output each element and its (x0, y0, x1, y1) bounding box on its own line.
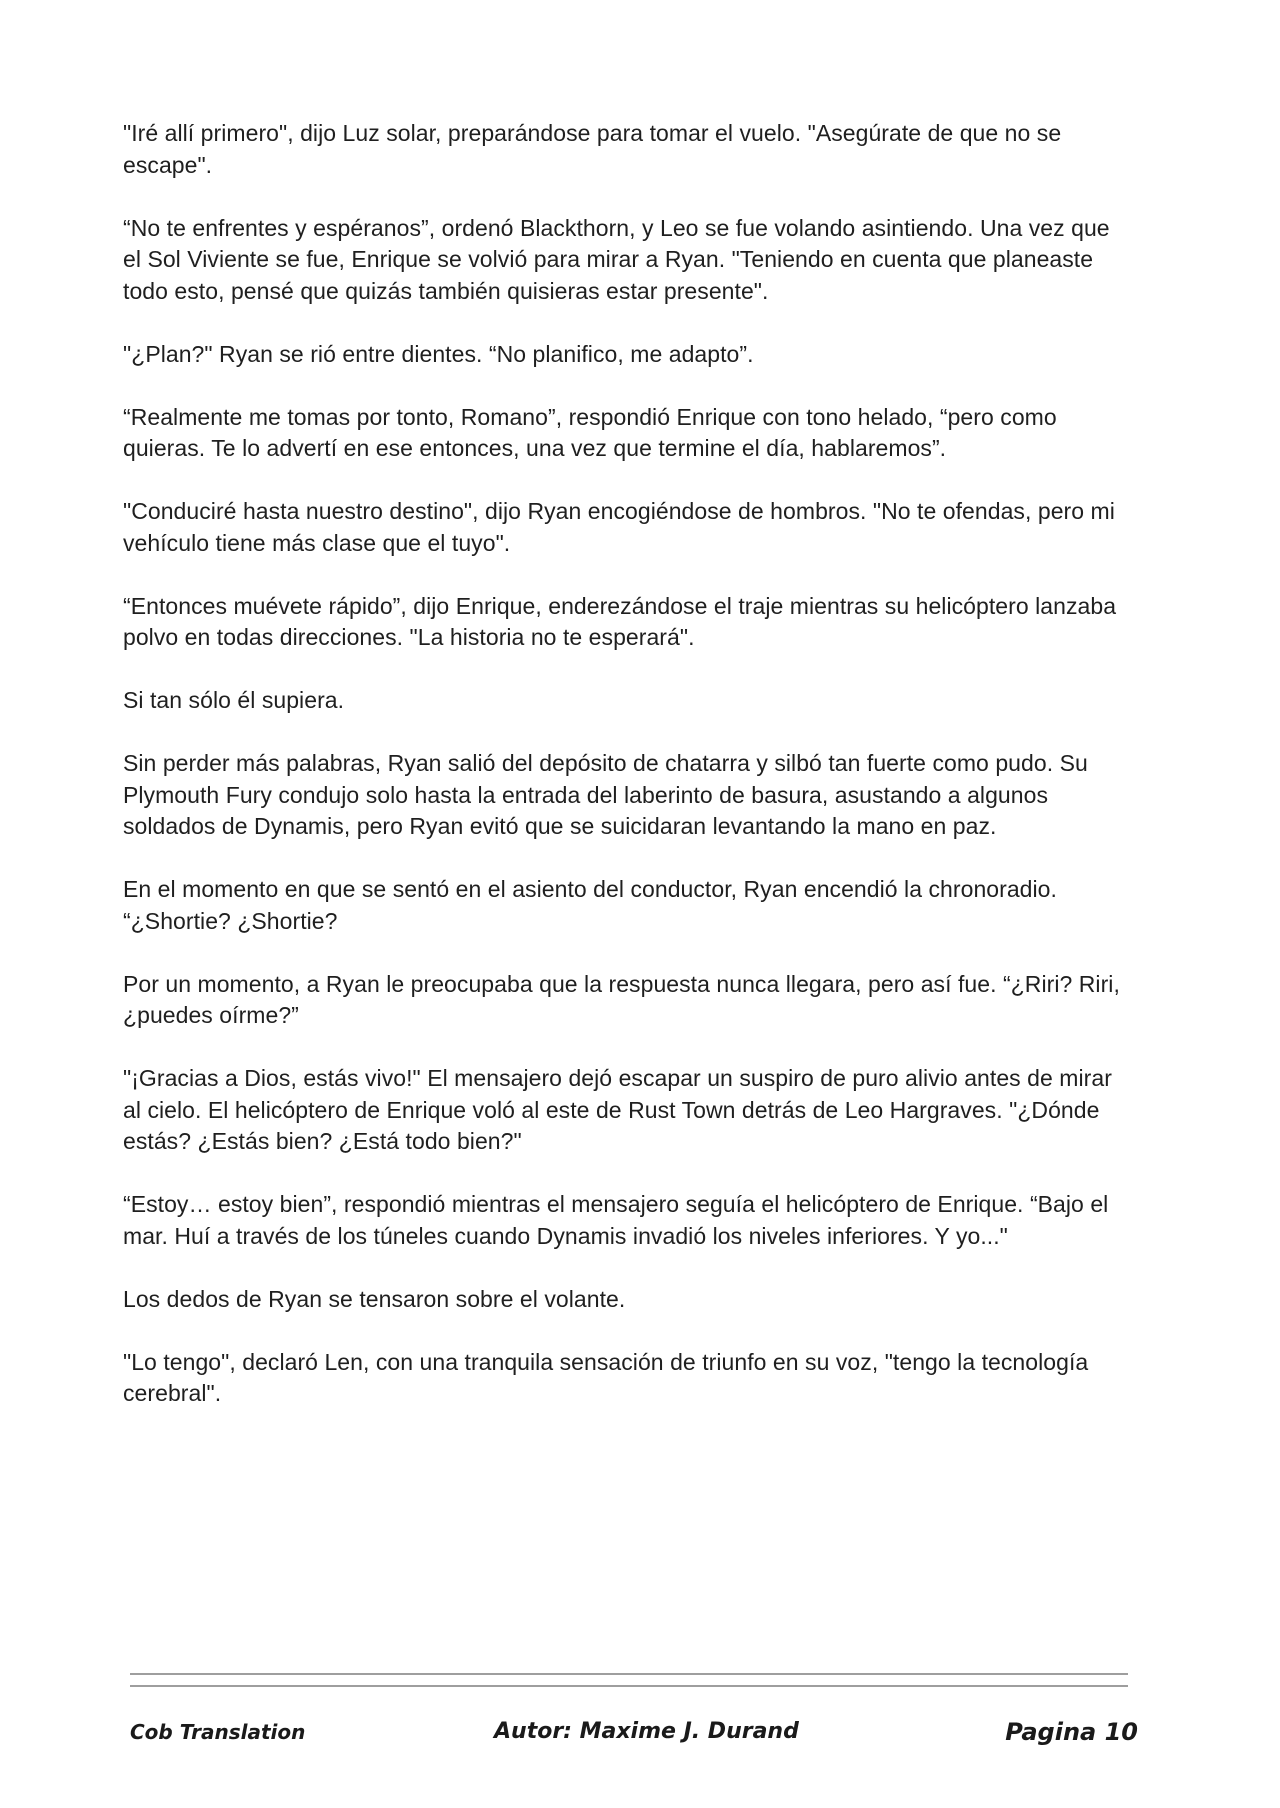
paragraph: Por un momento, a Ryan le preocupaba que la respuesta nunca llegara, pero así fue. “¿Riri? Riri, ¿puedes oírme?” (123, 970, 1120, 1028)
footer-rule-bottom (130, 1685, 1128, 1687)
paragraph: "Iré allí primero", dijo Luz solar, preparándose para tomar el vuelo. "Asegúrate de que no se escape". (123, 120, 1062, 178)
paragraph: Si tan sólo él supiera. (123, 687, 345, 713)
body-text (123, 118, 1133, 1441)
paragraph: Sin perder más palabras, Ryan salió del depósito de chatarra y silbó tan fuerte como pudo. Su Plymouth Fury condujo solo hasta la entrada del laberinto de basura, asustando a algunos soldados de Dynamis, pero Ryan evitó que se suicidaran levantando la mano en paz. (123, 750, 1088, 839)
paragraph: "Conduciré hasta nuestro destino", dijo Ryan encogiéndose de hombros. "No te ofendas, pero mi vehículo tiene más clase que el tuyo". (123, 498, 1115, 556)
paragraph: "¿Plan?" Ryan se rió entre dientes. “No planifico, me adapto”. (123, 340, 754, 367)
footer-rule-top (130, 1673, 1128, 1675)
paragraph: “Estoy… estoy bien”, respondió mientras el mensajero seguía el helicóptero de Enrique. “Bajo el mar. Huí a través de los túneles cuando Dynamis invadió los niveles inferiores. Y yo..." (123, 1191, 1109, 1249)
footer-author: Autor: Maxime J. Durand (494, 1719, 799, 1744)
paragraph: “Realmente me tomas por tonto, Romano”, respondió Enrique con tono helado, “pero como quieras. Te lo advertí en ese entonces, una vez que termine el día, hablaremos”. (123, 403, 1057, 461)
paragraph: "Lo tengo", declaró Len, con una tranquila sensación de triunfo en su voz, "tengo la tecnología cerebral". (123, 1348, 1089, 1406)
footer-page-number: Pagina 10 (1005, 1718, 1138, 1746)
footer-divider (130, 1673, 1128, 1697)
paragraph: En el momento en que se sentó en el asiento del conductor, Ryan encendió la chronoradio. “¿Shortie? ¿Shortie? (123, 876, 1057, 934)
paragraph: “No te enfrentes y espéranos”, ordenó Blackthorn, y Leo se fue volando asintiendo. Una vez que el Sol Viviente se fue, Enrique se volvió para mirar a Ryan. "Teniendo en cuenta que planeaste todo esto, pensé que quizás también quisieras estar presente". (123, 214, 1110, 304)
paragraph: "¡Gracias a Dios, estás vivo!" El mensajero dejó escapar un suspiro de puro alivio antes de mirar al cielo. El helicóptero de Enrique voló al este de Rust Town detrás de Leo Hargraves. "¿Dónde estás? ¿Estás bien? ¿Está todo bien?" (123, 1065, 1112, 1154)
page-footer (130, 1714, 1138, 1754)
paragraph: “Entonces muévete rápido”, dijo Enrique, enderezándose el traje mientras su helicóptero lanzaba polvo en todas direcciones. "La historia no te esperará". (123, 592, 1117, 650)
paragraph: Los dedos de Ryan se tensaron sobre el volante. (123, 1285, 626, 1312)
footer-publisher: Cob Translation (130, 1720, 306, 1744)
